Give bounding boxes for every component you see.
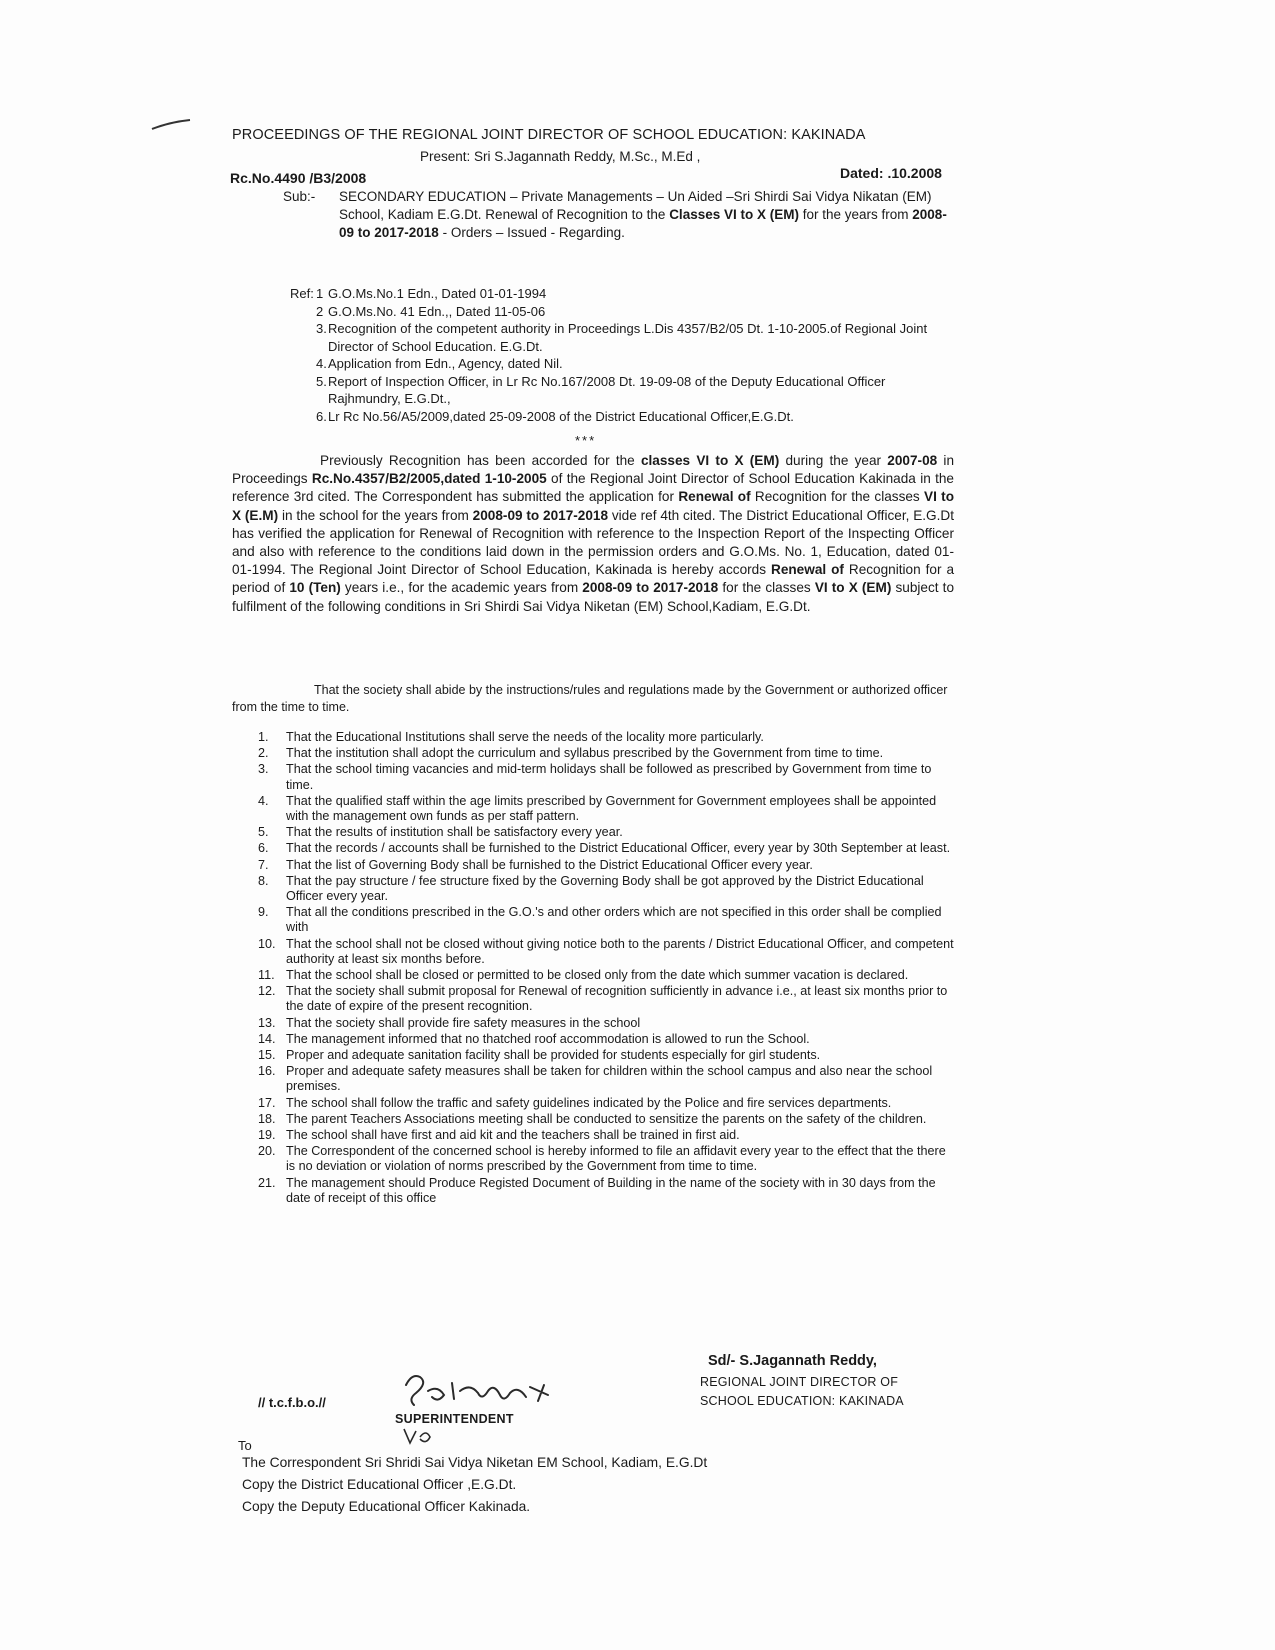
signatory-designation-1: REGIONAL JOINT DIRECTOR OF <box>700 1375 899 1389</box>
subject-text-1: SECONDARY EDUCATION – Private Managements – Un Aided –Sri Shirdi Sai Vidya Nikatan (EM) School, Kadiam E.G.Dt. Renewal of Recognition to the <box>339 189 932 222</box>
condition-number: 13. <box>258 1015 276 1030</box>
condition-item <box>258 762 958 792</box>
society-paragraph: That the society shall abide by the instructions/rules and regulations made by the Government or authorized officer from the time to time. <box>232 683 948 714</box>
condition-number: 21. <box>258 1175 276 1190</box>
reference-text: G.O.Ms.No.1 Edn., Dated 01-01-1994 <box>328 286 547 301</box>
tcfbo-note: // t.c.f.b.o.// <box>258 1395 326 1410</box>
condition-item <box>258 1128 958 1143</box>
condition-number: 17. <box>258 1095 276 1110</box>
dated-line: Dated: .10.2008 <box>840 165 942 181</box>
condition-text: That the school shall not be closed without giving notice both to the parents / District Educational Officer, and competent authority at least six months before. <box>286 936 954 966</box>
condition-item <box>258 1016 958 1031</box>
condition-item <box>258 1048 958 1063</box>
signatory-designation-2: SCHOOL EDUCATION: KAKINADA <box>700 1394 904 1408</box>
condition-item <box>258 858 958 873</box>
condition-text: The management should Produce Registed Document of Building in the name of the society with in 30 days from the date of receipt of this office <box>286 1175 936 1205</box>
reference-item: 1 G.O.Ms.No.1 Edn., Dated 01-01-1994 <box>316 286 547 301</box>
reference-item: 3. Recognition of the competent authority in Proceedings L.Dis 4357/B2/05 Dt. 1-10-2005.of Regional Joint Director of School Education. E.G.Dt. <box>316 321 928 354</box>
condition-text: The school shall follow the traffic and safety guidelines indicated by the Police and fire services departments. <box>286 1095 892 1110</box>
superintendent-label: SUPERINTENDENT <box>395 1412 514 1426</box>
condition-number: 8. <box>258 873 269 888</box>
condition-text: That the records / accounts shall be furnished to the District Educational Officer, every year by 30th September at least. <box>286 841 951 856</box>
scan-mark <box>150 118 194 132</box>
condition-item <box>258 968 958 983</box>
condition-number: 7. <box>258 857 269 872</box>
subject-classes: Classes VI to X (EM) <box>669 207 799 222</box>
condition-number: 1. <box>258 730 269 744</box>
rc-number: Rc.No.4490 /B3/2008 <box>230 170 367 186</box>
references-label: Ref: <box>290 286 314 301</box>
condition-item <box>258 905 958 935</box>
subject-block <box>283 188 953 242</box>
condition-number: 5. <box>258 825 269 840</box>
separator-stars: *** <box>575 433 597 448</box>
condition-number: 18. <box>258 1111 276 1126</box>
recipients-block <box>242 1452 707 1518</box>
condition-number: 12. <box>258 984 276 999</box>
subject-text-2: for the years from <box>798 207 913 222</box>
condition-item <box>258 937 958 967</box>
condition-text: That the school shall be closed or permitted to be closed only from the date which summer vacation is declared. <box>286 968 909 983</box>
subject-years: 2008-09 to 2017-2018 <box>339 207 947 240</box>
condition-item <box>258 841 958 856</box>
to-label: To <box>238 1438 252 1453</box>
subject-label: Sub:- <box>283 189 316 204</box>
condition-text: The management informed that no thatched roof accommodation is allowed to run the School. <box>286 1031 810 1046</box>
recipient-line: Copy the District Educational Officer ,E.G.Dt. <box>242 1477 517 1492</box>
subject-text-3: - Orders – Issued - Regarding. <box>438 225 625 240</box>
condition-item <box>258 874 958 904</box>
reference-text: Recognition of the competent authority in Proceedings L.Dis 4357/B2/05 Dt. 1-10-2005.of Regional Joint Director of School Education. E.G.Dt. <box>328 321 928 354</box>
condition-number: 9. <box>258 905 269 920</box>
condition-number: 19. <box>258 1128 276 1143</box>
condition-text: The school shall have first and aid kit and the teachers shall be trained in first aid. <box>286 1128 740 1143</box>
condition-item <box>258 1112 958 1127</box>
conditions-list <box>258 730 958 1207</box>
reference-text: Report of Inspection Officer, in Lr Rc No.167/2008 Dt. 19-09-08 of the Deputy Educational Officer Rajhmundry, E.G.Dt., <box>328 373 886 406</box>
reference-text: G.O.Ms.No. 41 Edn.,, Dated 11-05-06 <box>328 303 546 319</box>
condition-number: 11. <box>258 968 275 983</box>
condition-item <box>258 730 958 745</box>
condition-number: 14. <box>258 1031 276 1046</box>
condition-text: The Correspondent of the concerned school is hereby informed to file an affidavit every year to the effect that the there is no deviation or violation of norms prescribed by the Government from time to time. <box>286 1144 946 1174</box>
document-title: PROCEEDINGS OF THE REGIONAL JOINT DIRECTOR OF SCHOOL EDUCATION: KAKINADA <box>232 127 866 143</box>
initials-mark <box>400 1425 440 1447</box>
signatory-name: Sd/- S.Jagannath Reddy, <box>708 1353 877 1369</box>
condition-text: That the list of Governing Body shall be furnished to the District Educational Officer every year. <box>286 857 813 872</box>
condition-text: That the pay structure / fee structure fixed by the Governing Body shall be got approved by the District Educational Officer every year. <box>286 873 924 904</box>
condition-item <box>258 1176 958 1206</box>
condition-item <box>258 984 958 1014</box>
condition-number: 4. <box>258 793 269 808</box>
condition-item <box>258 794 958 824</box>
condition-text: That the qualified staff within the age limits prescribed by Government for Government employees shall be appointed with the management own funds as per staff pattern. <box>286 793 937 824</box>
reference-text: Lr Rc No.56/A5/2009,dated 25-09-2008 of the District Educational Officer,E.G.Dt. <box>328 408 794 424</box>
condition-text: That the society shall submit proposal for Renewal of recognition sufficiently in advance i.e., at least six months prior to the date of expire of the present recognition. <box>286 984 948 1014</box>
reference-item: 2 G.O.Ms.No. 41 Edn.,, Dated 11-05-06 <box>316 303 546 319</box>
reference-item: 6. Lr Rc No.56/A5/2009,dated 25-09-2008 of the District Educational Officer,E.G.Dt. <box>316 408 794 424</box>
condition-item <box>258 1096 958 1111</box>
condition-text: That the Educational Institutions shall serve the needs of the locality more particularly. <box>286 730 764 744</box>
condition-number: 16. <box>258 1064 276 1079</box>
reference-text: Application from Edn., Agency, dated Nil. <box>328 356 563 371</box>
condition-text: Proper and adequate sanitation facility shall be provided for students especially for girl students. <box>286 1048 821 1063</box>
condition-text: That the results of institution shall be satisfactory every year. <box>286 825 623 840</box>
condition-item <box>258 825 958 840</box>
condition-item <box>258 746 958 761</box>
reference-item: 5. Report of Inspection Officer, in Lr Rc No.167/2008 Dt. 19-09-08 of the Deputy Educational Officer Rajhmundry, E.G.Dt., <box>316 373 886 406</box>
condition-number: 10. <box>258 936 276 951</box>
present-line: Present: Sri S.Jagannath Reddy, M.Sc., M.Ed , <box>420 149 701 164</box>
condition-number: 6. <box>258 841 269 856</box>
condition-item <box>258 1064 958 1094</box>
body-paragraph: Previously Recognition has been accorded for the classes VI to X (EM) during the year 2007-08 in Proceedings Rc.No.4357/B2/2005,dated 1-10-2005 of the Regional Joint Director of School Education Kakinada in the reference 3rd cited. The Correspondent has submitted the application for Renewal of Recognition for the classes VI to X (E.M) in the school for the years from 2008-09 to 2017-2018 vide ref 4th cited. The District Educational Officer, E.G.Dt has verified the application for Renewal of Recognition with reference to the Inspection Report of the Inspecting Officer and also with reference to the conditions laid down in the permission orders and G.O.Ms. No. 1, Education, dated 01-01-1994. The Regional Joint Director of School Education, Kakinada is hereby accords Renewal of Recognition for a period of 10 (Ten) years i.e., for the academic years from 2008-09 to 2017-2018 for the classes VI to X (EM) subject to fulfilment of the following conditions in Sri Shirdi Sai Vidya Niketan (EM) School,Kadiam, E.G.Dt. <box>232 453 955 614</box>
condition-text: That the institution shall adopt the curriculum and syllabus prescribed by the Government from time to time. <box>286 746 884 761</box>
references-block <box>290 285 955 425</box>
condition-text: The parent Teachers Associations meeting shall be conducted to sensitize the parents on the safety of the children. <box>286 1111 927 1126</box>
condition-number: 15. <box>258 1048 276 1063</box>
recipient-line: The Correspondent Sri Shridi Sai Vidya Niketan EM School, Kadiam, E.G.Dt <box>242 1455 708 1470</box>
condition-number: 20. <box>258 1144 276 1159</box>
condition-number: 3. <box>258 762 269 777</box>
condition-text: That all the conditions prescribed in the G.O.'s and other orders which are not specified in this order shall be complied with <box>286 905 942 935</box>
condition-text: That the school timing vacancies and mid-term holidays shall be followed as prescribed by Government from time to time. <box>286 762 932 792</box>
condition-number: 2. <box>258 746 269 761</box>
subject-text <box>339 188 953 242</box>
condition-text: Proper and adequate safety measures shall be taken for children within the school campus and also near the school premises. <box>286 1064 933 1094</box>
condition-text: That the society shall provide fire safety measures in the school <box>286 1015 641 1030</box>
recipient-line: Copy the Deputy Educational Officer Kakinada. <box>242 1499 531 1514</box>
condition-item <box>258 1032 958 1047</box>
condition-item <box>258 1144 958 1174</box>
reference-item: 4. Application from Edn., Agency, dated Nil. <box>316 356 563 371</box>
